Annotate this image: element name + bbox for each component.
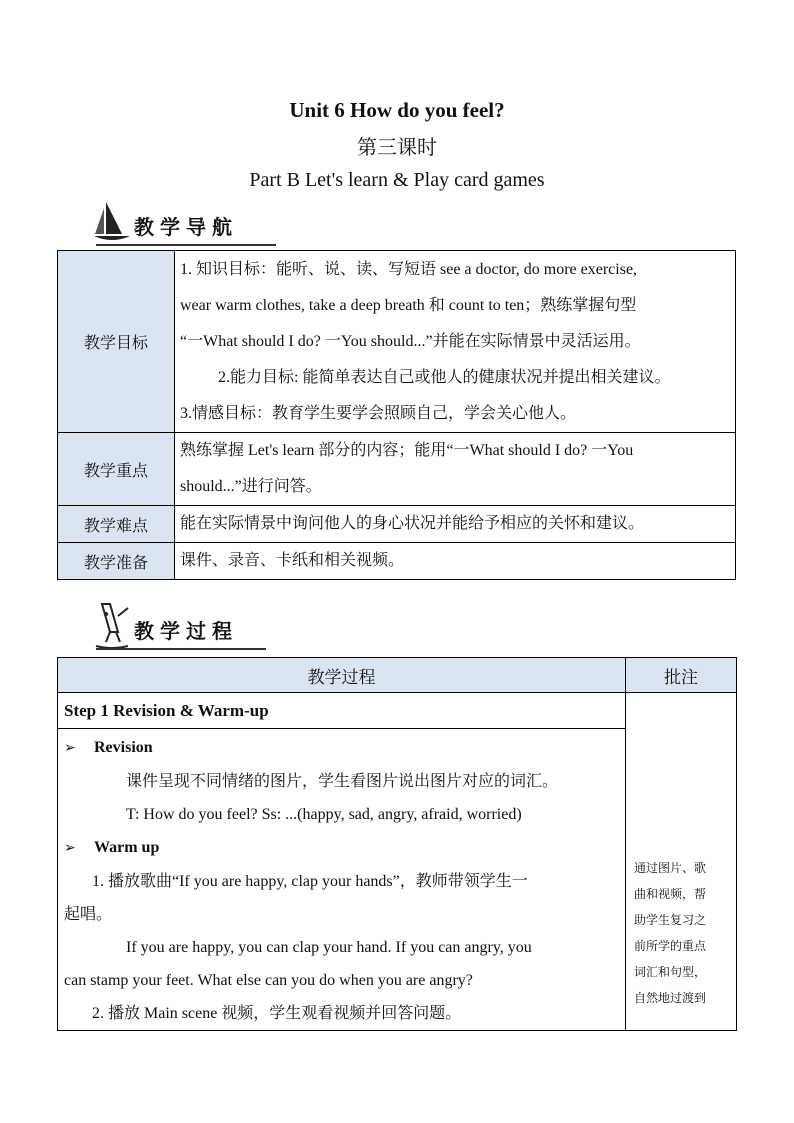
row-content — [175, 251, 736, 433]
column-header-notes: 批注 — [626, 658, 737, 693]
nav-section-underline — [96, 244, 276, 246]
content-line: 3.情感目标：教育学生要学会照顾自己，学会关心他人。 — [180, 404, 577, 422]
revision-heading: Revision — [94, 739, 153, 756]
notes-cell — [626, 693, 737, 1031]
row-content — [175, 543, 736, 580]
note-line: 曲和视频，帮 — [634, 887, 707, 901]
teaching-process-table — [57, 657, 737, 1031]
content-line: “一What should I do? 一You should...”并能在实际情景中灵活运用。 — [180, 332, 641, 350]
table-row — [58, 506, 736, 543]
note-line: 助学生复习之 — [634, 913, 707, 927]
content-line: 能在实际情景中询问他人的身心状况并能给予相应的关怀和建议。 — [180, 515, 645, 532]
note-line: 自然地过渡到 — [634, 991, 707, 1005]
nav-section-title: 教学导航 — [134, 215, 238, 239]
lesson-number: 第三课时 — [357, 137, 437, 159]
arrow-bullet-icon: ➢ — [64, 740, 76, 756]
revision-line: T: How do you feel? Ss: ...(happy, sad, angry, afraid, worried) — [126, 806, 522, 823]
teaching-goals-table — [57, 250, 736, 580]
row-label: 教学重点 — [58, 433, 175, 506]
warmup-heading: Warm up — [94, 839, 160, 856]
sailboat-logo-icon — [92, 198, 132, 244]
content-line: 课件、录音、卡纸和相关视频。 — [180, 552, 405, 569]
lesson-part: Part B Let's learn & Play card games — [249, 169, 545, 191]
unit-title: Unit 6 How do you feel? — [289, 98, 505, 122]
step1-body — [58, 729, 626, 1031]
row-label: 教学难点 — [58, 506, 175, 543]
row-content — [175, 433, 736, 506]
warmup-line: If you are happy, you can clap your hand. If you can angry, you — [126, 939, 532, 956]
table-row — [58, 543, 736, 580]
process-section-header — [92, 602, 272, 650]
content-line: should...”进行问答。 — [180, 478, 322, 495]
table-row — [58, 693, 737, 729]
pencil-character-icon — [92, 602, 132, 650]
note-line: 通过图片、歌 — [634, 861, 707, 875]
table-header-row — [58, 658, 737, 693]
content-line: 2.能力目标: 能简单表达自己或他人的健康状况并提出相关建议。 — [218, 368, 671, 386]
content-line: 1. 知识目标：能听、说、读、写短语 see a doctor, do more exercise, — [180, 260, 638, 278]
row-label: 教学准备 — [58, 543, 175, 580]
table-row — [58, 251, 736, 433]
warmup-line: 起唱。 — [64, 906, 113, 923]
note-line: 词汇和句型， — [634, 965, 707, 979]
step1-title: Step 1 Revision & Warm-up — [58, 693, 626, 729]
warmup-line: can stamp your feet. What else can you do when you are angry? — [64, 972, 473, 989]
arrow-bullet-icon: ➢ — [64, 840, 76, 856]
revision-line: 课件呈现不同情绪的图片，学生看图片说出图片对应的词汇。 — [126, 773, 559, 790]
table-row — [58, 433, 736, 506]
content-line: wear warm clothes, take a deep breath 和 count to ten；熟练掌握句型 — [180, 296, 637, 314]
warmup-line: 2. 播放 Main scene 视频，学生观看视频并回答问题。 — [92, 1005, 462, 1022]
row-label: 教学目标 — [58, 251, 175, 433]
warmup-line: 1. 播放歌曲“If you are happy, clap your hands”，教师带领学生一 — [92, 873, 528, 890]
process-section-underline — [96, 648, 266, 650]
note-line: 前所学的重点 — [634, 939, 707, 953]
row-content — [175, 506, 736, 543]
column-header-process: 教学过程 — [58, 658, 626, 693]
process-section-title: 教学过程 — [134, 619, 238, 643]
content-line: 熟练掌握 Let's learn 部分的内容；能用“一What should I do? 一You — [180, 442, 634, 459]
nav-section-header — [92, 198, 282, 246]
